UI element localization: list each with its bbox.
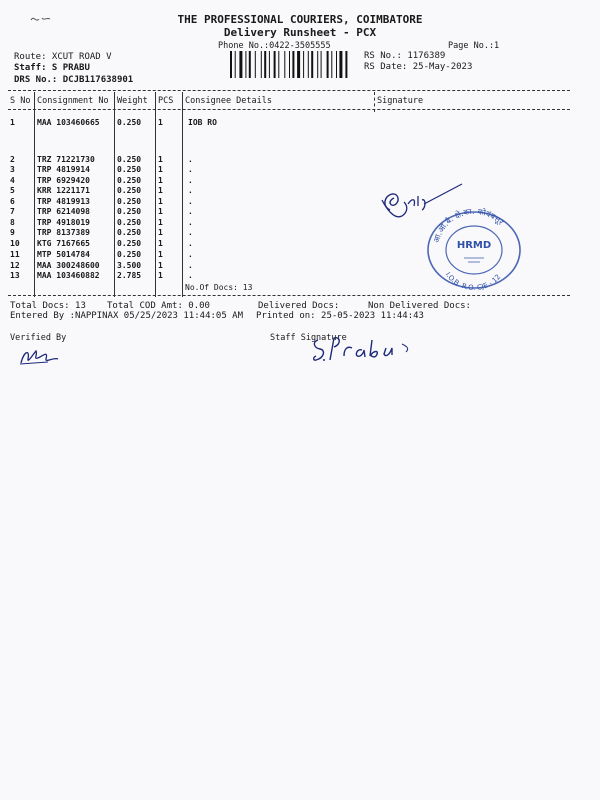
- cell-consignee-details: .: [188, 228, 193, 237]
- cell-pcs: 1: [158, 165, 163, 174]
- svg-text:आ.ओ.बै. क्षे.का. कोयंबत्तूर: आ.ओ.बै. क्षे.का. कोयंबत्तूर: [431, 208, 506, 244]
- cell-consignment-no: MAA 300248600: [37, 261, 100, 270]
- col-header-signature: Signature: [377, 96, 424, 106]
- cell-weight: 0.250: [117, 186, 142, 195]
- page-number: Page No.:1: [448, 41, 500, 51]
- cell-consignment-no: KTG 7167665: [37, 239, 90, 248]
- cell-weight: 3.500: [117, 261, 142, 270]
- cell-consignee-details: .: [188, 218, 193, 227]
- printed-on: Printed on: 25-05-2023 11:44:43: [256, 311, 424, 321]
- cell-weight: 0.250: [117, 218, 142, 227]
- cell-weight: 0.250: [117, 155, 142, 164]
- cell-consignee-details: .: [188, 261, 193, 270]
- cell-pcs: 1: [158, 197, 163, 206]
- staff-signature: [310, 334, 420, 368]
- cell-consignment-no: KRR 1221171: [37, 186, 90, 195]
- col-header-consignee: Consignee Details: [185, 96, 272, 106]
- col-header-consignment: Consignment No: [37, 96, 109, 106]
- cell-consignee-details: .: [188, 176, 193, 185]
- company-name: THE PROFESSIONAL COURIERS, COIMBATORE: [177, 13, 423, 26]
- cell-pcs: 1: [158, 186, 163, 195]
- cell-consignment-no: TRP 4819913: [37, 197, 90, 206]
- cell-consignment-no: MTP 5014784: [37, 250, 90, 259]
- cell-pcs: 1: [158, 261, 163, 270]
- cell-weight: 0.250: [117, 118, 142, 127]
- cell-consignee-details: IOB RO: [188, 118, 217, 127]
- cell-consignee-details: .: [188, 271, 193, 280]
- cell-pcs: 1: [158, 250, 163, 259]
- cell-consignee-details: .: [188, 155, 193, 164]
- barcode: [230, 51, 358, 82]
- svg-text:HRMD: HRMD: [456, 240, 492, 251]
- table-bottom-rule: [8, 295, 570, 296]
- delivered-docs: Delivered Docs:: [258, 301, 340, 311]
- cell-pcs: 1: [158, 155, 163, 164]
- cell-weight: 0.250: [117, 250, 142, 259]
- total-cod-amount: Total COD Amt: 0.00: [107, 301, 210, 311]
- header-top-rule: [8, 90, 570, 91]
- table-row: [0, 165, 600, 175]
- cell-weight: 0.250: [117, 176, 142, 185]
- cell-sno: 1: [10, 118, 15, 127]
- verifier-signature: [18, 345, 62, 371]
- cell-consignee-details: .: [188, 250, 193, 259]
- cell-consignment-no: TRP 4918019: [37, 218, 90, 227]
- rs-number: RS No.: 1176389: [364, 51, 446, 61]
- cell-pcs: 1: [158, 239, 163, 248]
- cell-sno: 4: [10, 176, 15, 185]
- no-of-docs: No.Of Docs: 13: [185, 283, 253, 292]
- office-seal-stamp: [424, 208, 524, 294]
- cell-weight: 0.250: [117, 165, 142, 174]
- cell-consignment-no: TRP 6929420: [37, 176, 90, 185]
- cell-consignment-no: MAA 103460665: [37, 118, 100, 127]
- cell-sno: 12: [10, 261, 20, 270]
- cell-sno: 8: [10, 218, 15, 227]
- cell-pcs: 1: [158, 118, 163, 127]
- rs-date: RS Date: 25-May-2023: [364, 62, 473, 72]
- cell-weight: 0.250: [117, 197, 142, 206]
- col-header-pcs: PCS: [158, 96, 174, 106]
- verified-by-label: Verified By: [10, 333, 67, 343]
- non-delivered-docs: Non Delivered Docs:: [368, 301, 471, 311]
- cell-consignment-no: TRP 4819914: [37, 165, 90, 174]
- table-row: [0, 176, 600, 186]
- cell-pcs: 1: [158, 176, 163, 185]
- cell-pcs: 1: [158, 228, 163, 237]
- cell-sno: 9: [10, 228, 15, 237]
- cell-weight: 0.250: [117, 239, 142, 248]
- cell-pcs: 1: [158, 271, 163, 280]
- cell-sno: 13: [10, 271, 20, 280]
- table-row: [0, 186, 600, 196]
- drs-number: DRS No.: DCJB117638901: [14, 75, 134, 85]
- table-row: [0, 155, 600, 165]
- cell-sno: 3: [10, 165, 15, 174]
- cell-weight: 2.785: [117, 271, 142, 280]
- cell-consignee-details: .: [188, 239, 193, 248]
- table-row: [0, 197, 600, 207]
- cell-sno: 2: [10, 155, 15, 164]
- cell-weight: 0.250: [117, 207, 142, 216]
- cell-consignee-details: .: [188, 165, 193, 174]
- cell-sno: 6: [10, 197, 15, 206]
- cell-weight: 0.250: [117, 228, 142, 237]
- total-docs: Total Docs: 13: [10, 301, 86, 311]
- cell-sno: 10: [10, 239, 20, 248]
- cell-consignment-no: MAA 103460882: [37, 271, 100, 280]
- cell-consignee-details: .: [188, 197, 193, 206]
- entered-by: Entered By :NAPPINAX 05/25/2023 11:44:05 AM: [10, 311, 243, 321]
- cell-sno: 5: [10, 186, 15, 195]
- table-row: [0, 118, 600, 128]
- cell-pcs: 1: [158, 207, 163, 216]
- cell-consignment-no: TRP 8137389: [37, 228, 90, 237]
- col-divider: [374, 92, 375, 112]
- route-label: Route: XCUT ROAD V: [14, 52, 112, 62]
- phone-number: Phone No.:0422-3505555: [218, 41, 331, 51]
- col-header-sno: S No: [10, 96, 31, 106]
- staff-label: Staff: S PRABU: [14, 63, 90, 73]
- cell-consignment-no: TRP 6214098: [37, 207, 90, 216]
- cell-pcs: 1: [158, 218, 163, 227]
- document-title: Delivery Runsheet - PCX: [223, 26, 377, 39]
- cell-sno: 11: [10, 250, 20, 259]
- cell-consignee-details: .: [188, 186, 193, 195]
- cell-sno: 7: [10, 207, 15, 216]
- cell-consignment-no: TRZ 71221730: [37, 155, 95, 164]
- staff-signature-label: Staff Signature: [270, 333, 347, 343]
- cell-consignee-details: .: [188, 207, 193, 216]
- svg-text:I.O.B. R.O. CJE - 12: I.O.B. R.O. CJE - 12: [443, 270, 503, 290]
- col-header-weight: Weight: [117, 96, 148, 106]
- header-bottom-rule: [8, 109, 570, 110]
